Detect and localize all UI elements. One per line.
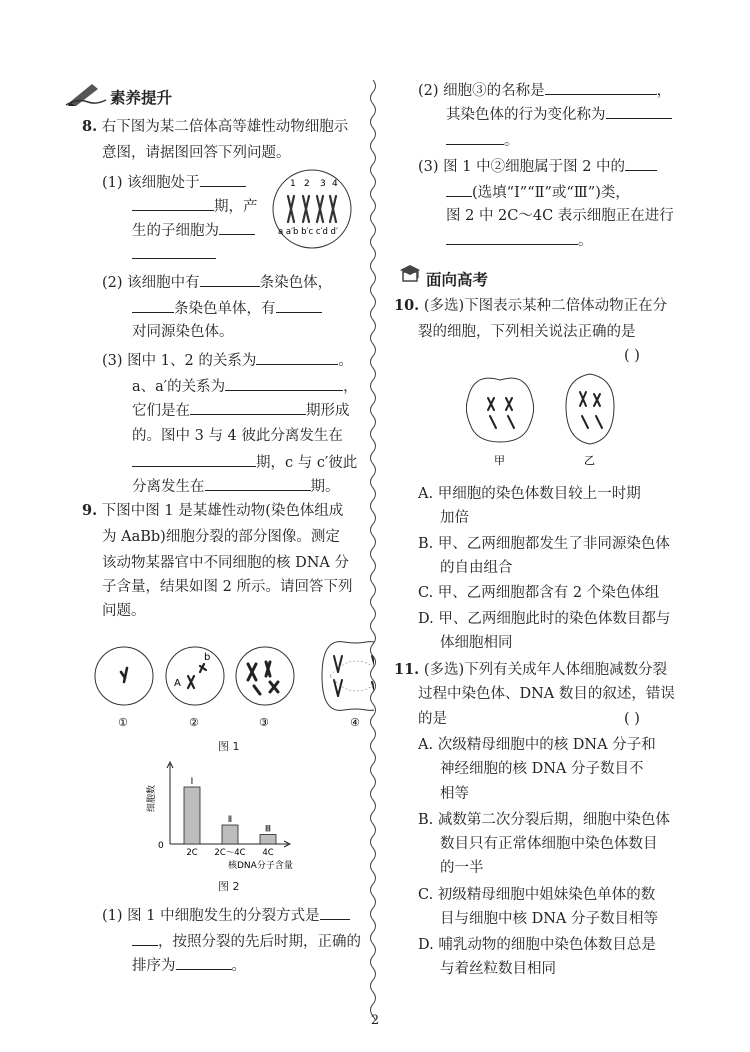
question-number: 9. xyxy=(82,502,98,519)
question-text: 期形成 xyxy=(306,403,350,419)
question-text: 条染色体， xyxy=(259,275,333,291)
question-part: (1) 图 1 中细胞发生的分裂方式是 xyxy=(102,908,320,924)
figure-2-chart xyxy=(140,758,340,874)
x-tick-label: 4C xyxy=(262,848,274,858)
cell-diagram-q8 xyxy=(270,168,354,250)
option-c[interactable]: C. 初级精母细胞中姐妹染色单体的数 xyxy=(418,887,656,903)
question-number: 8. xyxy=(82,118,98,135)
bar xyxy=(260,835,276,845)
question-text: 排序为 xyxy=(132,958,176,974)
answer-blank[interactable] xyxy=(606,104,672,119)
option-text: 数目只有正常体细胞中染色体数目 xyxy=(440,836,658,852)
x-tick-label: 2C xyxy=(186,848,198,858)
answer-blank[interactable] xyxy=(200,172,246,187)
question-stem: 问题。 xyxy=(102,603,146,619)
figure-caption: 图 1 xyxy=(218,740,240,753)
question-text: 它们是在 xyxy=(132,403,190,419)
answer-blank[interactable] xyxy=(200,272,260,287)
question-stem: 为 AaBb)细胞分裂的部分图像。测定 xyxy=(102,529,340,545)
fig-label: 3 xyxy=(320,179,326,189)
pencil-icon xyxy=(64,80,108,106)
answer-blank[interactable] xyxy=(205,476,311,491)
option-b[interactable]: B. 甲、乙两细胞都发生了非同源染色体 xyxy=(418,536,670,552)
option-text: 相等 xyxy=(440,786,469,802)
question-stem: 过程中染色体、DNA 数目的叙述，错误 xyxy=(418,686,675,702)
question-number: 10. xyxy=(394,297,420,314)
answer-blank[interactable] xyxy=(446,182,472,197)
question-text: 。 xyxy=(578,233,593,249)
answer-blank[interactable] xyxy=(132,931,158,946)
question-text: 分离发生在 xyxy=(132,479,205,495)
fig-label: 2 xyxy=(304,179,310,189)
option-text: 加倍 xyxy=(440,510,469,526)
answer-blank[interactable] xyxy=(132,452,256,467)
answer-blank[interactable] xyxy=(219,220,255,235)
option-text: 与着丝粒数目相同 xyxy=(440,961,556,977)
bar xyxy=(184,787,200,844)
fig-label: 乙 xyxy=(584,454,595,467)
fig-label: 甲 xyxy=(494,454,505,467)
question-stem: 子含量，结果如图 2 所示。请回答下列 xyxy=(102,579,353,595)
x-axis-label: 核DNA分子含量 xyxy=(228,861,293,871)
bar-label: Ⅲ xyxy=(264,824,272,835)
question-stem: (多选)下图表示某种二倍体动物正在分 xyxy=(423,298,668,314)
answer-blank[interactable] xyxy=(446,230,578,245)
question-part: (2) 细胞③的名称是 xyxy=(418,83,545,99)
question-text: 生的子细胞为 xyxy=(132,223,219,239)
fig-label: A xyxy=(174,678,181,689)
question-part: (3) 图 1 中②细胞属于图 2 中的 xyxy=(418,159,626,175)
bar-label: Ⅱ xyxy=(227,815,233,825)
option-text: 的一半 xyxy=(440,860,484,876)
question-text: ，按照分裂的先后时期，正确的 xyxy=(158,934,361,950)
question-text: 的。图中 3 与 4 彼此分离发生在 xyxy=(132,428,343,444)
answer-blank[interactable] xyxy=(256,350,338,365)
answer-blank[interactable] xyxy=(132,244,216,259)
option-c[interactable]: C. 甲、乙两细胞都含有 2 个染色体组 xyxy=(418,585,660,601)
question-stem: 意图，请据图回答下列问题。 xyxy=(102,145,291,161)
question-text: 其染色体的行为变化称为 xyxy=(446,107,606,123)
figure-caption: 图 2 xyxy=(218,880,240,893)
question-part: (1) 该细胞处于 xyxy=(102,175,200,191)
answer-blank[interactable] xyxy=(276,298,322,313)
question-stem: (多选)下列有关成年人体细胞减数分裂 xyxy=(423,662,668,678)
option-text: 体细胞相同 xyxy=(440,635,513,651)
option-a[interactable]: A. 次级精母细胞中的核 DNA 分子和 xyxy=(418,737,656,753)
option-a[interactable]: A. 甲细胞的染色体数目较上一时期 xyxy=(418,486,641,502)
fig-label: b xyxy=(204,652,211,663)
answer-blank[interactable] xyxy=(176,955,232,970)
question-stem: 该动物某器官中不同细胞的核 DNA 分 xyxy=(102,555,350,571)
question-text: 条染色单体，有 xyxy=(174,301,276,317)
section-title-exam: 面向高考 xyxy=(426,271,489,289)
answer-bracket[interactable]: ( ) xyxy=(624,348,640,364)
option-b[interactable]: B. 减数第二次分裂后期，细胞中染色体 xyxy=(418,812,670,828)
figure-1-cells xyxy=(94,636,374,730)
column-divider xyxy=(366,80,380,1020)
question-stem: 裂的细胞，下列相关说法正确的是 xyxy=(418,324,636,340)
origin-label: 0 xyxy=(158,841,164,851)
option-text: 神经细胞的核 DNA 分子数目不 xyxy=(440,761,644,777)
question-text: 对同源染色体。 xyxy=(132,324,234,340)
graduation-cap-icon xyxy=(398,262,422,286)
answer-blank[interactable] xyxy=(132,196,214,211)
figure-cells-jia-yi xyxy=(466,370,626,470)
question-text: (选填“Ⅰ”“Ⅱ”或“Ⅲ”)类， xyxy=(472,185,630,201)
answer-blank[interactable] xyxy=(446,130,504,145)
question-stem: 的是 xyxy=(418,711,447,727)
question-text: 期，产 xyxy=(214,199,258,215)
question-text: a、a′的关系为 xyxy=(132,379,226,395)
answer-blank[interactable] xyxy=(190,400,306,415)
question-text: 。 xyxy=(504,133,519,149)
fig-label: a a′b b′c c′d d′ xyxy=(278,227,338,237)
question-part: (3) 图中 1、2 的关系为 xyxy=(102,353,257,369)
answer-blank[interactable] xyxy=(625,156,657,171)
question-text: 期。 xyxy=(310,479,340,495)
fig-label: 4 xyxy=(332,179,338,189)
answer-bracket[interactable]: ( ) xyxy=(624,711,640,727)
answer-blank[interactable] xyxy=(225,376,343,391)
fig-label: 1 xyxy=(290,179,296,189)
fig-label: ③ xyxy=(259,716,269,729)
answer-blank[interactable] xyxy=(320,905,350,920)
answer-blank[interactable] xyxy=(132,298,174,313)
section-title-improve: 素养提升 xyxy=(110,89,173,107)
y-axis-label: 细胞数 xyxy=(147,784,157,812)
option-d[interactable]: D. 甲、乙两细胞此时的染色体数目都与 xyxy=(418,611,671,627)
bar-label: Ⅰ xyxy=(190,777,194,787)
x-tick-label: 2C～4C xyxy=(214,848,246,858)
question-stem: 右下图为某二倍体高等雄性动物细胞示 xyxy=(101,119,349,135)
question-text: 。 xyxy=(231,958,246,974)
option-text: 的自由组合 xyxy=(440,560,513,576)
option-d[interactable]: D. 哺乳动物的细胞中染色体数目总是 xyxy=(418,937,656,953)
question-text: 期，c 与 c′彼此 xyxy=(256,455,358,471)
option-text: 目与细胞中核 DNA 分子数目相等 xyxy=(440,911,659,927)
fig-label: ④ xyxy=(350,716,360,729)
question-part: (2) 该细胞中有 xyxy=(102,275,200,291)
question-number: 11. xyxy=(394,661,420,678)
question-text: 图 2 中 2C～4C 表示细胞正在进行 xyxy=(446,208,674,224)
page-number: 2 xyxy=(370,1013,380,1028)
question-stem: 下图中图 1 是某雄性动物(染色体组成 xyxy=(101,503,344,519)
bar xyxy=(222,825,238,844)
fig-label: ② xyxy=(189,716,199,729)
fig-label: ① xyxy=(118,716,128,729)
answer-blank[interactable] xyxy=(545,80,657,95)
